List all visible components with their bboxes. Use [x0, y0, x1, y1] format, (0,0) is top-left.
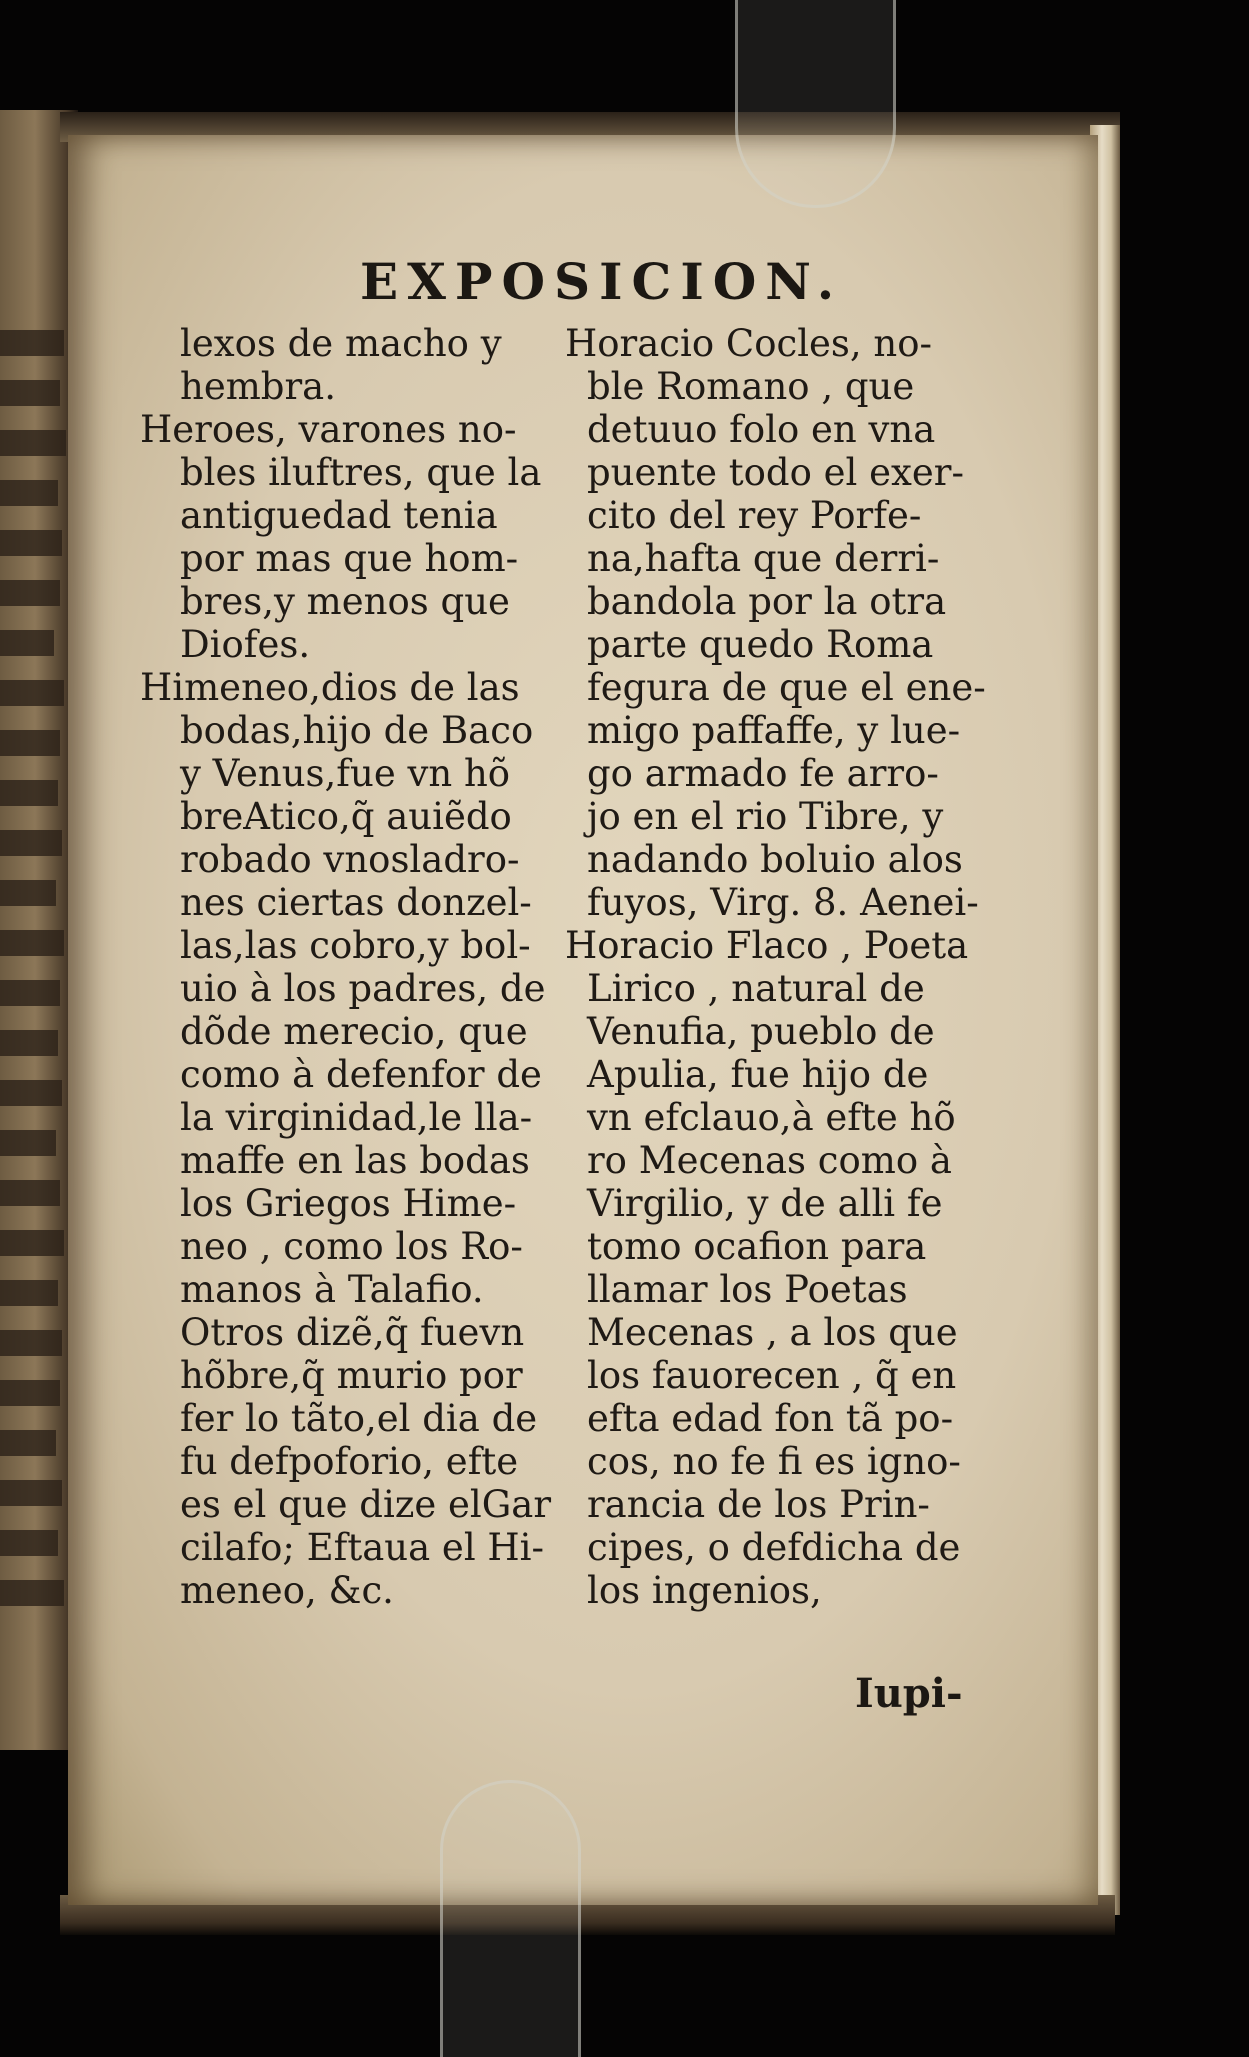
text-line: robado vnosladro- [180, 838, 520, 881]
prev-page-text-line [0, 1130, 56, 1156]
text-line: manos à Talafio. [180, 1268, 484, 1311]
text-line: meneo, &c. [180, 1569, 394, 1612]
prev-page-text-line [0, 1330, 62, 1356]
text-line: jo en el rio Tibre, y [587, 795, 944, 838]
text-line: bres,y menos que [180, 580, 510, 623]
prev-page-text-line [0, 380, 60, 406]
text-line: Diofes. [180, 623, 311, 666]
text-line: hembra. [180, 365, 337, 408]
text-line: nadando boluio alos [587, 838, 963, 881]
text-line: Otros dizẽ,q̃ fuevn [180, 1311, 525, 1354]
prev-page-text-line [0, 1430, 56, 1456]
text-line: bodas,hijo de Baco [180, 709, 534, 752]
text-line: lexos de macho y [180, 322, 502, 365]
text-line: Horacio Flaco , Poeta [565, 924, 969, 967]
text-line: Himeneo,dios de las [140, 666, 520, 709]
text-line: y Venus,fue vn hõ [180, 752, 511, 795]
text-line: fegura de que el ene- [587, 666, 986, 709]
right-column [565, 322, 990, 1612]
text-line: uio à los padres, de [180, 967, 546, 1010]
prev-page-text-line [0, 1080, 62, 1106]
page-clip-top [735, 0, 896, 208]
text-line: es el que dize elGar [180, 1483, 552, 1526]
prev-page-text-line [0, 880, 56, 906]
catchword: Iupi- [855, 1670, 963, 1717]
left-column [140, 322, 552, 1612]
previous-page-sliver [0, 110, 78, 1750]
text-line: ro Mecenas como à [587, 1139, 952, 1182]
prev-page-text-line [0, 1380, 60, 1406]
text-line: fer lo tãto,el dia de [180, 1397, 538, 1440]
text-line: por mas que hom- [180, 537, 519, 580]
text-line: Apulia, fue hijo de [587, 1053, 929, 1096]
text-line: cilafo; Eftaua el Hi- [180, 1526, 545, 1569]
prev-page-text-line [0, 730, 60, 756]
text-line: bandola por la otra [587, 580, 947, 623]
prev-page-text-line [0, 930, 64, 956]
text-line: parte quedo Roma [587, 623, 934, 666]
text-line: efta edad fon tã po- [587, 1397, 954, 1440]
prev-page-text-line [0, 780, 58, 806]
text-line: vn efclauo,à efte hõ [587, 1096, 956, 1139]
text-line: la virginidad,le lla- [180, 1096, 533, 1139]
text-line: cos, no fe fi es igno- [587, 1440, 961, 1483]
text-line: puente todo el exer- [587, 451, 964, 494]
page-clip-bottom [440, 1780, 581, 2057]
prev-page-text-line [0, 1480, 62, 1506]
text-line: nes ciertas donzel- [180, 881, 532, 924]
text-line: Heroes, varones no- [140, 408, 517, 451]
text-line: ble Romano , que [587, 365, 915, 408]
text-line: los ingenios, [587, 1569, 822, 1612]
text-line: las,las cobro,y bol- [180, 924, 531, 967]
text-line: antiguedad tenia [180, 494, 498, 537]
text-line: detuuo folo en vna [587, 408, 936, 451]
prev-page-text-line [0, 680, 64, 706]
prev-page-text-line [0, 830, 62, 856]
text-line: bles iluftres, que la [180, 451, 542, 494]
text-line: los fauorecen , q̃ en [587, 1354, 957, 1397]
prev-page-text-line [0, 480, 58, 506]
text-line: fu defpoforio, efte [180, 1440, 519, 1483]
text-line: como à defenfor de [180, 1053, 542, 1096]
text-line: Mecenas , a los que [587, 1311, 958, 1354]
text-line: Lirico , natural de [587, 967, 925, 1010]
prev-page-text-line [0, 1530, 58, 1556]
text-line: neo , como los Ro- [180, 1225, 523, 1268]
text-line: breAtico,q̃ auiẽdo [180, 795, 512, 838]
text-line: llamar los Poetas [587, 1268, 908, 1311]
prev-page-text-line [0, 980, 60, 1006]
text-line: na,hafta que derri- [587, 537, 940, 580]
text-line: maffe en las bodas [180, 1139, 530, 1182]
text-line: dõde merecio, que [180, 1010, 528, 1053]
prev-page-text-line [0, 1580, 64, 1606]
prev-page-text-line [0, 1180, 60, 1206]
text-line: Horacio Cocles, no- [565, 322, 933, 365]
prev-page-text-line [0, 530, 62, 556]
prev-page-text-line [0, 1030, 58, 1056]
text-line: tomo ocafion para [587, 1225, 927, 1268]
text-line: los Griegos Hime- [180, 1182, 517, 1225]
text-line: cipes, o defdicha de [587, 1526, 961, 1569]
text-line: fuyos, Virg. 8. Aenei- [587, 881, 979, 924]
text-line: migo paffaffe, y lue- [587, 709, 961, 752]
text-line: go armado fe arro- [587, 752, 939, 795]
prev-page-text-line [0, 1280, 58, 1306]
text-line: Venufia, pueblo de [587, 1010, 935, 1053]
prev-page-text-line [0, 630, 54, 656]
page-heading: EXPOSICION. [360, 252, 844, 311]
prev-page-text-line [0, 430, 66, 456]
prev-page-text-line [0, 330, 64, 356]
prev-page-text-line [0, 580, 60, 606]
text-line: Virgilio, y de alli fe [587, 1182, 943, 1225]
text-line: hõbre,q̃ murio por [180, 1354, 523, 1397]
text-line: cito del rey Porfe- [587, 494, 922, 537]
prev-page-text-line [0, 1230, 64, 1256]
text-line: rancia de los Prin- [587, 1483, 930, 1526]
